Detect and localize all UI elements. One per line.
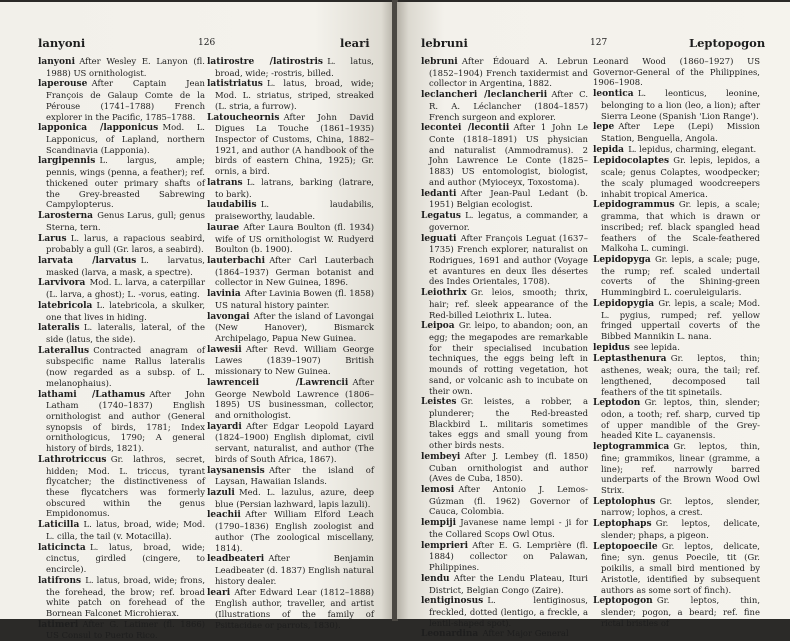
entry-definition: After Antonio J. Lemos-Gúzman (fl. 1962) Governor of Cauca, Colombia.: [429, 484, 588, 517]
entry-definition: Gr. leptos, thin, slender; odon, a tooth; ref. sharp, curved tip of upper mandible of the Grey-headed Kite L. cayanensis.: [601, 397, 760, 441]
entry-headword: lendu: [421, 573, 450, 584]
dictionary-entry: [38, 56, 205, 78]
entry-headword: Larvivora: [38, 278, 86, 289]
entry-headword: Leptasthenura: [593, 354, 667, 365]
dictionary-entry: [593, 441, 760, 496]
dictionary-entry: [207, 177, 374, 199]
entry-headword: lathami /Lathamus: [38, 389, 146, 400]
left-page-column-2: [207, 56, 374, 630]
dictionary-entry: [593, 144, 760, 156]
dictionary-entry: [38, 575, 205, 619]
entry-headword: lempiji: [421, 518, 457, 529]
dictionary-entry: [421, 628, 588, 640]
right-header-guide-word-last: Leptopogon: [689, 36, 766, 50]
entry-headword: lawesii: [207, 344, 242, 355]
entry-definition: After Carl Lauterbach (1864–1937) German botanist and collector in New Guinea, 1896.: [215, 254, 374, 288]
entry-headword: latistriatus: [207, 79, 263, 90]
entry-definition: After G. Latimer (fl. 1866) US Consul to Puerto Rico.: [46, 618, 205, 641]
entry-definition: Mod. L. larva, a caterpillar (L. larva, a ghost); L. -vorus, eating.: [46, 277, 205, 300]
entry-headword: lateralis: [38, 323, 80, 334]
entry-headword: Leptolophus: [593, 496, 656, 507]
dictionary-entry: [421, 188, 588, 210]
dictionary-entry: [421, 320, 588, 396]
entry-headword: lepidus: [593, 342, 630, 353]
dictionary-entry: [421, 484, 588, 517]
entry-definition: After George Newbold Lawrence (1806–1895) US businessman, collector, and ornithologist.: [215, 376, 374, 420]
entry-definition: After the Lendu Plateau, Ituri District, Belgian Congo (Zaire).: [429, 572, 588, 595]
entry-headword: laurae: [207, 222, 240, 233]
dictionary-entry: [38, 322, 205, 344]
entry-definition: Genus Larus, gull; genus Sterna, tern.: [46, 210, 205, 232]
dictionary-entry: [38, 78, 205, 122]
entry-definition: L. latus, broad, wide; -rostris, billed.: [215, 56, 374, 78]
dictionary-entry: [38, 542, 205, 575]
entry-definition: Gr. lepis, a scale; Mod. L. pygius, rumped; ref. yellow fringed uppertail coverts of the Bibbed Mannikin L. nana.: [601, 297, 760, 341]
entry-headword: Leonardina: [421, 629, 479, 640]
left-page-column-1: [38, 56, 205, 641]
entry-definition: Gr. lepis, lepidos, a scale; genus Colaptes, woodpecker; the scaly plumaged woodcreepers inhabit tropical America.: [601, 155, 760, 199]
entry-headword: Lepidogrammus: [593, 200, 675, 211]
entry-headword: larvata /larvatus: [38, 255, 137, 266]
entry-definition: After 1 John Le Conte (1818–1891) US physician and naturalist (Ammodramus). 2 John Lawrence Le Conte (1825–1883) US entomologist, biologist, and author (Myioceyx, Toxostoma).: [429, 122, 589, 187]
entry-definition: After John David Digues La Touche (1861–1935) Inspector of Customs, China, 1882–1921, and author (A handbook of the birds of eastern China, 1925); Gr. ornis, a bird.: [215, 111, 374, 177]
dictionary-entry: [593, 56, 760, 88]
entry-definition: L. largus, ample; pennis, wings (penna, a feather); ref. thickened outer primary shafts of the Grey-breasted Sabrewing Campylopterus.: [46, 155, 205, 210]
dictionary-entry: [593, 518, 760, 540]
dictionary-entry: [38, 454, 205, 519]
dictionary-entry: [207, 112, 374, 177]
entry-headword: Lepidocolaptes: [593, 156, 670, 167]
entry-definition: Gr. leptos, delicate, fine; syn. genus Poecile, tit (Gr. poikilis, a small bird mentioned by Aristotle, identified by subsequent authors as some sort of finch).: [601, 540, 760, 595]
entry-headword: leclancheri /leclancherii: [421, 90, 548, 101]
entry-definition: Leonard Wood (1860–1927) US Governor-General of the Philippines, 1906–1908.: [593, 56, 760, 88]
entry-definition: After Benjamin Leadbeater (d. 1837) English natural history dealer.: [215, 553, 374, 586]
entry-headword: Lepidopyga: [593, 254, 651, 265]
entry-definition: Gr. leios, smooth; thrix, hair; ref. sleek appearance of the Red-billed Leiothrix L. lutea.: [429, 287, 588, 320]
dictionary-entry: [207, 465, 374, 487]
entry-definition: After Edward Lear (1812–1888) English author, traveller, and artist (Illustrations of the family of Psittacidae or parrots, 1830).: [215, 586, 374, 630]
entry-definition: Gr. lepis, a scale; gramma, that which is drawn or inscribed; ref. black spangled head feathers of the Scale-feathered Malkoha L. cumingi.: [601, 199, 760, 254]
entry-definition: L. latus, broad, wide; Mod. L. striatus, striped, streaked (L. stria, a furrow).: [215, 78, 374, 111]
dictionary-entry: [421, 233, 588, 288]
right-page-number: 127: [590, 38, 608, 48]
entry-headword: Leipoa: [421, 321, 455, 332]
entry-definition: Gr. leptos, thin; asthenes, weak; oura, the tail; ref. lengthened, decomposed tail feathers of the tit spinetails.: [601, 353, 760, 397]
dictionary-entry: [207, 78, 374, 111]
dictionary-entry: [593, 199, 760, 254]
entry-definition: L. larvatus, masked (larva, a mask, a spectre).: [46, 254, 205, 277]
entry-headword: lecontei /lecontii: [421, 123, 510, 134]
entry-definition: Javanese name lempi - ji for the Collared Scops Owl Otus.: [429, 517, 588, 539]
entry-headword: lawrenceii /Lawrencii: [207, 377, 349, 388]
entry-headword: latimeri: [38, 619, 79, 630]
dictionary-entry: [207, 222, 374, 255]
entry-headword: Legatus: [421, 211, 461, 222]
dictionary-entry: [593, 121, 760, 143]
entry-definition: Gr. lathros, secret, hidden; Mod. L. triccus, tyrant flycatcher; the distinctiveness of these flycatchers was formerly obscured within the genus Empidonomus.: [46, 453, 205, 519]
entry-definition: L. latus, broad, wide; cinctus, girdled (cingere, to encircle).: [46, 541, 205, 575]
left-header-guide-word-first: lanyoni: [38, 36, 86, 50]
entry-definition: Gr. leptos, delicate, slender; phaps, a pigeon.: [601, 518, 760, 540]
dictionary-entry: [593, 496, 760, 518]
entry-headword: latrans: [207, 177, 243, 188]
dictionary-entry: [421, 451, 588, 484]
entry-definition: L. latrans, barking (latrare, to bark).: [215, 176, 374, 199]
dictionary-entry: [207, 553, 374, 586]
entry-definition: L. lepidus, charming, elegant.: [628, 143, 757, 154]
entry-headword: laudabilis: [207, 200, 257, 211]
entry-headword: layardi: [207, 421, 242, 432]
entry-definition: After Jean-Paul Ledant (b. 1951) Belgian ecologist.: [429, 187, 588, 210]
dictionary-entry: [421, 396, 588, 451]
entry-definition: Med. L. lazulus, azure, deep blue (Persian lazhward, lapis lazuli).: [215, 487, 374, 509]
entry-headword: ledanti: [421, 188, 457, 199]
dictionary-entry: [38, 345, 205, 389]
entry-headword: Leptodon: [593, 398, 641, 409]
dictionary-entry: [207, 199, 374, 221]
entry-definition: After Édouard A. Lebrun (1852–1904) French taxidermist and collector in Argentina, 1882.: [429, 56, 588, 89]
dictionary-entry: [593, 298, 760, 342]
entry-definition: Gr. lepis, a scale; puge, the rump; ref. scaled undertail coverts of the Shining-green Hummingbird L. coeruleigularis.: [601, 253, 760, 298]
right-page: [397, 2, 790, 640]
dictionary-entry: [207, 587, 374, 631]
entry-headword: Laterallus: [38, 345, 90, 356]
dictionary-entry: [421, 89, 588, 122]
entry-definition: Gr. leistes, a robber, a plunderer; the Red-breasted Blackbird L. militaris sometimes takes eggs and small young from other birds nests.: [429, 396, 588, 451]
entry-headword: lepida: [593, 144, 624, 155]
entry-definition: L. latus, broad, wide; frons, the forehead, the brow; ref. broad white patch on forehead of the Bornean Falconet Microhierax.: [46, 574, 205, 618]
entry-definition: After Lavinia Bowen (fl. 1858) US natural history painter.: [215, 288, 374, 310]
entry-headword: Latoucheornis: [207, 112, 280, 123]
dictionary-entry: [207, 487, 374, 509]
dictionary-entry: [593, 155, 760, 199]
entry-headword: Lepidopygia: [593, 298, 655, 309]
dictionary-entry: [207, 288, 374, 310]
entry-headword: Leptopogon: [593, 596, 653, 607]
entry-definition: After E. G. Lemprière (fl. 1884) collector on Palawan, Philippines.: [429, 539, 588, 573]
entry-definition: L. laudabilis, praiseworthy, laudable.: [215, 199, 374, 222]
entry-headword: leadbeateri: [207, 554, 265, 565]
entry-headword: lepe: [593, 122, 615, 133]
entry-headword: Larosterna: [38, 211, 93, 222]
entry-definition: After Edgar Leopold Layard (1824–1900) English diplomat, civil servant, naturalist, and author (The birds of South Africa, 1867).: [215, 420, 374, 464]
entry-definition: After the island of Lavongai (New Hanover), Bismarck Archipelago, Papua New Guinea.: [215, 310, 374, 343]
entry-headword: Larus: [38, 233, 67, 244]
entry-definition: L. lateralis, lateral, of the side (latus, the side).: [46, 322, 205, 344]
dictionary-entry: [421, 122, 588, 187]
entry-headword: lauterbachi: [207, 255, 265, 266]
entry-definition: After Major General: [482, 628, 569, 639]
entry-definition: L. lentiginosus, freckled, dotted (lentigo, a freckle, a lentil-shaped spot).: [429, 595, 588, 628]
dictionary-entry: [593, 353, 760, 397]
entry-headword: latifrons: [38, 575, 82, 586]
entry-headword: Leptophaps: [593, 519, 652, 530]
dictionary-entry: [421, 573, 588, 595]
left-page: [0, 2, 393, 641]
dictionary-entry: [38, 300, 205, 322]
entry-definition: L. leonticus, leonine, belonging to a lion (leo, a lion); after Sierra Leone (Spanish 'Lion Range').: [601, 88, 760, 121]
dictionary-entry: [421, 210, 588, 232]
entry-headword: leptogrammica: [593, 442, 670, 453]
entry-definition: L. larus, a rapacious seabird, probably a gull (Gr. laros, a seabird).: [46, 232, 205, 255]
entry-headword: Leptopoecile: [593, 541, 658, 552]
entry-definition: After the island of Laysan, Hawaiian Islands.: [215, 464, 374, 487]
entry-headword: lanyoni: [38, 57, 75, 67]
dictionary-entry: [207, 344, 374, 377]
entry-definition: Gr. leptos, thin, slender; pogon, a beard; ref. fine rictal bristles of: [601, 595, 760, 628]
dictionary-entry: [38, 210, 205, 232]
dictionary-entry: [38, 155, 205, 210]
entry-headword: laysanensis: [207, 465, 265, 476]
entry-headword: lemosi: [421, 485, 455, 496]
entry-headword: leari: [207, 587, 231, 598]
dictionary-entry: [593, 595, 760, 628]
entry-definition: After Lepe (Lepi) Mission Station, Benguella, Angola.: [601, 121, 760, 144]
entry-definition: Gr. leptos, slender, narrow; lophos, a crest.: [601, 495, 760, 518]
entry-headword: latirostre /latirostris: [207, 57, 323, 67]
entry-headword: laticincta: [38, 542, 86, 553]
dictionary-entry: [421, 595, 588, 628]
dictionary-entry: [207, 509, 374, 553]
left-header-guide-word-last: leari: [340, 36, 370, 50]
entry-definition: After Wesley E. Lanyon (fl. 1988) US ornithologist.: [46, 56, 205, 78]
right-header-guide-word-first: lebruni: [421, 36, 468, 50]
dictionary-entry: [593, 342, 760, 354]
entry-headword: Lathrotriccus: [38, 454, 107, 465]
entry-definition: After C. R. A. Léclancher (1804–1857) French surgeon and explorer.: [429, 89, 588, 122]
entry-definition: see lepida.: [633, 341, 680, 352]
entry-definition: After Captain Jean François de Galaup Comte de la Pérouse (1741–1788) French explorer in the Pacific, 1785–1788.: [46, 78, 205, 122]
entry-definition: L. legatus, a commander, a governor.: [429, 210, 588, 232]
entry-definition: After J. Lembey (fl. 1850) Cuban ornithologist and author (Aves de Cuba, 1850).: [429, 450, 588, 484]
dictionary-entry: [421, 517, 588, 539]
right-page-column-2: [593, 56, 760, 628]
entry-definition: After Laura Boulton (fl. 1934) wife of US ornithologist W. Rudyerd Boulton (b. 1900).: [215, 221, 374, 255]
entry-definition: L. latus, broad, wide; Mod. L. cilla, the tail (v. Motacilla).: [46, 519, 205, 541]
entry-definition: After William Elford Leach (1790–1836) English zoologist and author (The zoological miscellany, 1814).: [215, 509, 374, 553]
dictionary-entry: [207, 311, 374, 344]
right-page-column-1: [421, 56, 588, 640]
entry-headword: leachii: [207, 510, 241, 521]
entry-definition: Mod. L. Lapponicus, of Lapland, northern Scandinavia (Lapponia).: [46, 122, 205, 155]
entry-headword: lentiginosus: [421, 596, 484, 607]
entry-headword: lemprieri: [421, 540, 469, 551]
entry-headword: lembeyi: [421, 451, 461, 462]
dictionary-entry: [593, 541, 760, 596]
dictionary-entry: [207, 421, 374, 465]
dictionary-entry: [421, 56, 588, 89]
dictionary-entry: [38, 619, 205, 641]
dictionary-entry: [207, 255, 374, 288]
entry-definition: Gr. leptos, thin, fine; grammikos, linear (gramme, a line); ref. narrowly barred underparts of the Brown Wood Owl Strix.: [601, 441, 760, 496]
dictionary-entry: [421, 540, 588, 573]
entry-headword: laperouse: [38, 79, 88, 90]
entry-definition: After John Latham (1740–1837) English ornithologist and author (General synopsis of birds, 1781; Index ornithologicus, 1790; A general history of birds, 1821).: [46, 388, 205, 454]
dictionary-entry: [207, 377, 374, 421]
entry-headword: Leiothrix: [421, 288, 467, 299]
left-page-number: 126: [198, 38, 216, 48]
dictionary-entry: [38, 277, 205, 299]
entry-headword: leguati: [421, 233, 457, 244]
dictionary-entry: [38, 389, 205, 454]
entry-definition: Gr. leipo, to abandon; oon, an egg; the megapodes are remarkable for their specialised incubation techniques, the eggs being left in mounds of rotting vegetation, hot sand, or volcanic ash to incubate on their own.: [429, 320, 588, 396]
entry-headword: lapponica /lapponicus: [38, 123, 159, 134]
entry-headword: lavongai: [207, 311, 250, 322]
dictionary-entry: [38, 122, 205, 155]
entry-definition: After François Leguat (1637–1735) French explorer, naturalist on Rodrigues, 1691 and author (Voyage et avantures en deux îles désertes des Indes Orientales, 1708).: [429, 232, 588, 287]
entry-definition: Contracted anagram of subspecific name Rallus lateralis (now regarded as a subsp. of L. melanophaius).: [46, 344, 205, 388]
dictionary-entry: [38, 519, 205, 541]
dictionary-entry: [593, 88, 760, 121]
entry-headword: latebricola: [38, 300, 93, 311]
entry-headword: lavinia: [207, 289, 241, 300]
entry-headword: leontica: [593, 89, 634, 100]
entry-headword: lazuli: [207, 488, 235, 499]
dictionary-entry: [38, 233, 205, 255]
entry-headword: lebruni: [421, 57, 458, 67]
entry-headword: Leistes: [421, 397, 457, 408]
dictionary-entry: [593, 397, 760, 441]
entry-headword: Laticilla: [38, 520, 80, 531]
dictionary-entry: [593, 254, 760, 298]
dictionary-entry: [421, 287, 588, 320]
entry-headword: largipennis: [38, 156, 96, 167]
entry-definition: L. latebricola, a skulker, one that lives in hiding.: [46, 299, 205, 322]
dictionary-entry: [38, 255, 205, 277]
dictionary-entry: [207, 56, 374, 78]
entry-definition: After Revd. William George Lawes (1839–1907) British missionary to New Guinea.: [215, 343, 374, 377]
